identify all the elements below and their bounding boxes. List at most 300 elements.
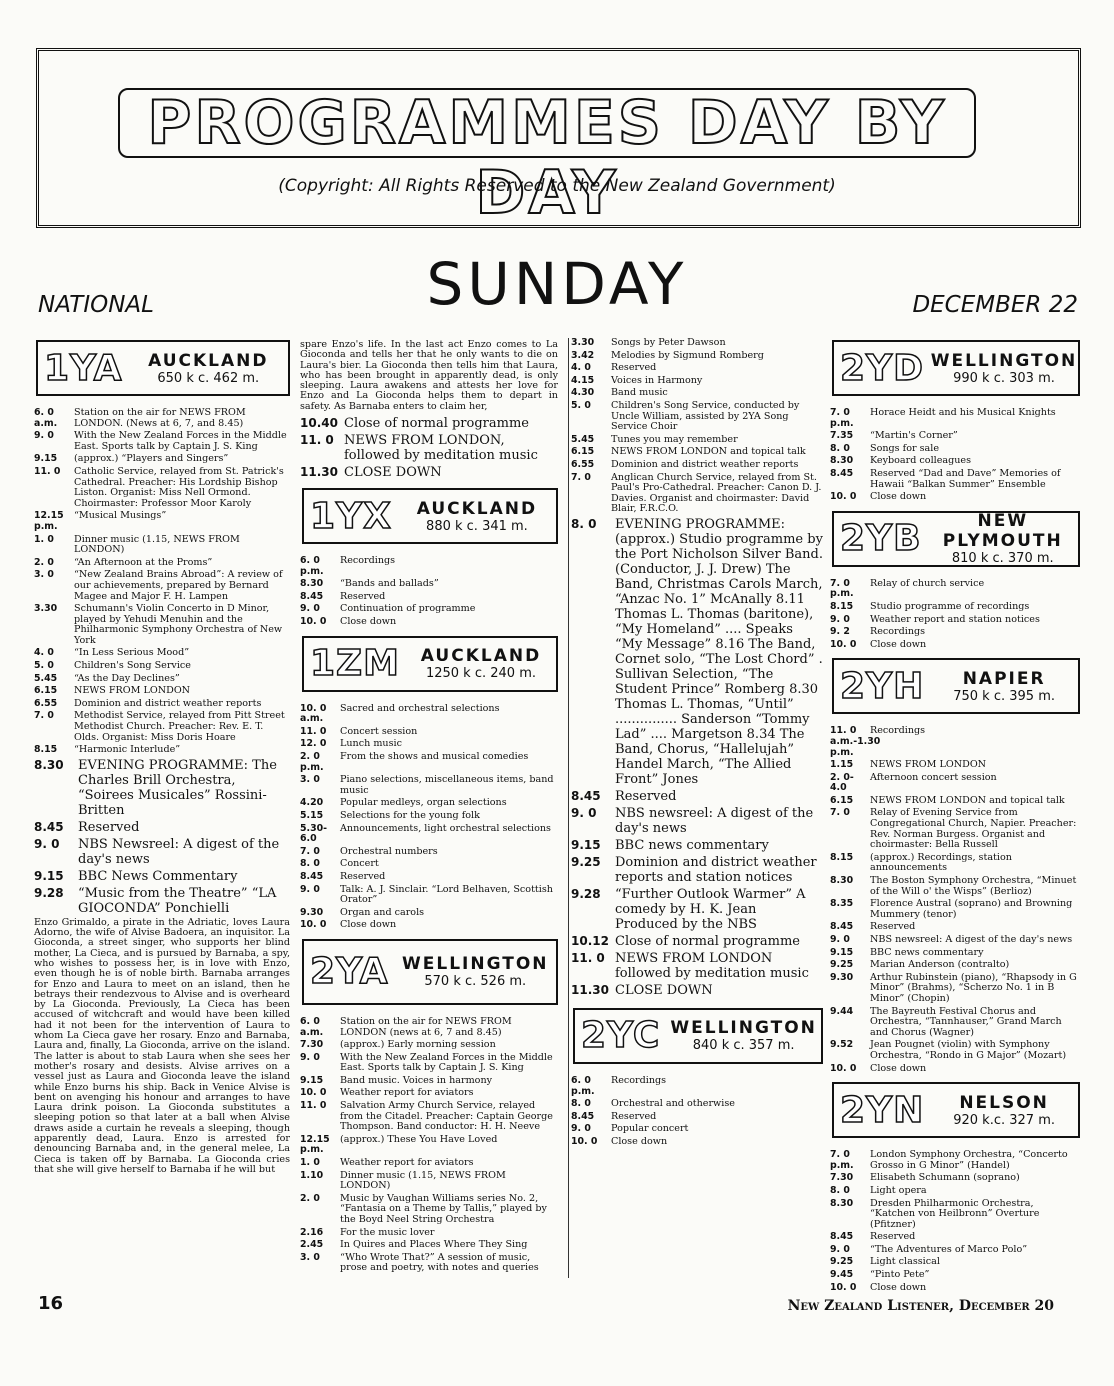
programme-row xyxy=(34,674,290,685)
programme-row xyxy=(830,456,1080,467)
programme-row xyxy=(300,1076,558,1087)
programme-time: 9.44 xyxy=(830,1005,854,1017)
programme-row xyxy=(830,1283,1080,1294)
column-4 xyxy=(830,338,1080,1295)
programme-row xyxy=(571,460,823,471)
programme-row xyxy=(300,1194,558,1226)
programme-time: 2.45 xyxy=(300,1239,324,1251)
programme-time: 11. 0 a.m.-1.30 p.m. xyxy=(830,725,881,758)
programme-title: Afternoon concert session xyxy=(870,771,997,783)
programme-time: 9.15 xyxy=(830,946,854,958)
programme-time: 6. 0 p.m. xyxy=(571,1074,595,1097)
programme-row xyxy=(300,1053,558,1074)
programme-time: 5.45 xyxy=(571,433,595,445)
programme-row xyxy=(300,811,558,822)
programme-row xyxy=(34,467,290,509)
station-city: AUCKLAND xyxy=(416,498,538,519)
programme-time: 9. 0 xyxy=(34,836,60,851)
programme-title: Marian Anderson (contralto) xyxy=(870,959,1010,971)
station-call: 1YA xyxy=(44,347,123,389)
schedule-1yx xyxy=(300,556,558,628)
programme-row xyxy=(571,1076,823,1097)
programme-title: “Pinto Pete” xyxy=(870,1269,930,1281)
programme-row xyxy=(34,699,290,710)
programme-row xyxy=(34,661,290,672)
station-city: NELSON xyxy=(959,1092,1049,1113)
programme-row xyxy=(300,872,558,883)
programme-time: 11. 0 xyxy=(300,1100,327,1112)
station-box-1ya xyxy=(36,340,290,396)
station-call: 1ZM xyxy=(310,643,400,685)
schedule-2ya-cont xyxy=(571,338,823,515)
programme-title: Station on the air for NEWS FROM LONDON. (News at 6, 7, and 8.45) xyxy=(74,407,246,429)
programme-title: With the New Zealand Forces in the Middle East. Sports talk by Captain J. S. King xyxy=(340,1051,553,1074)
programme-time: 7.30 xyxy=(830,1172,854,1184)
programme-row xyxy=(830,922,1080,933)
programme-title: “Musical Musings” xyxy=(74,510,167,522)
programme-row xyxy=(34,558,290,569)
programme-row xyxy=(34,454,290,465)
programme-time: 7. 0 xyxy=(34,710,54,722)
programme-title: “Music from the Theatre” “LA GIOCONDA” Ponchielli xyxy=(78,885,277,916)
programme-row xyxy=(300,1135,558,1156)
programme-time: 9. 0 xyxy=(571,805,597,820)
programme-title: Salvation Army Church Service, relayed from the Citadel. Preacher: Captain George Thompson. Band conductor: H. H. Neeve xyxy=(340,1100,553,1133)
programme-time: 8.30 xyxy=(830,455,854,467)
programme-title: NEWS FROM LONDON xyxy=(74,685,191,697)
programme-title: For the music lover xyxy=(340,1226,435,1238)
programme-title: Orchestral numbers xyxy=(340,845,438,857)
programme-time: 10. 0 xyxy=(300,1087,327,1099)
programme-title: Recordings xyxy=(611,1074,667,1086)
evening-2ya xyxy=(571,517,823,998)
programme-title: Children's Song Service, conducted by Uncle William, assisted by 2YA Song Service Choir xyxy=(611,399,800,433)
programme-title: “New Zealand Brains Abroad”: A review of our achievements, prepared by Bernard Magee and Major F. H. Lampen xyxy=(74,569,283,602)
programme-time: 10. 0 xyxy=(571,1135,598,1147)
programme-title: Organ and carols xyxy=(340,906,425,918)
station-freq: 570 k c. 526 m. xyxy=(424,974,527,990)
programme-time: 4. 0 xyxy=(571,362,591,374)
programme-row xyxy=(34,886,290,916)
programme-row xyxy=(830,615,1080,626)
programme-time: 9.15 xyxy=(34,453,58,465)
programme-title: Dresden Philharmonic Orchestra, “Katchen von Heilbronn” Overture (Pfitzner) xyxy=(870,1197,1040,1230)
programme-title: Reserved xyxy=(611,362,657,374)
programme-time: 10. 0 xyxy=(830,491,857,503)
programme-title: Dinner music (1.15, NEWS FROM LONDON) xyxy=(340,1169,506,1192)
programme-time: 9.25 xyxy=(571,854,601,869)
programme-time: 8. 0 xyxy=(830,442,850,454)
programme-time: 9.45 xyxy=(830,1269,854,1281)
programme-title: Reserved xyxy=(870,921,916,933)
programme-title: Reserved “Dad and Dave” Memories of Hawaii “Balkan Summer” Ensemble xyxy=(870,467,1061,490)
programme-row xyxy=(571,838,823,853)
programme-time: 8. 0 xyxy=(571,1098,591,1110)
programme-title: Melodies by Sigmund Romberg xyxy=(611,349,764,361)
programme-time: 9. 0 xyxy=(300,883,320,895)
programme-title: Reserved xyxy=(611,1110,657,1122)
programme-row xyxy=(830,1007,1080,1039)
programme-row xyxy=(830,726,1080,758)
programme-title: “Who Wrote That?” A session of music, prose and poetry, with notes and queries xyxy=(340,1251,539,1274)
programme-time: 4.30 xyxy=(571,387,595,399)
programme-title: Lunch music xyxy=(340,738,402,750)
programme-time: 5.45 xyxy=(34,672,58,684)
programme-row xyxy=(300,798,558,809)
programme-title: NEWS FROM LONDON, followed by meditation music xyxy=(344,433,538,464)
programme-title: Close of normal programme xyxy=(615,933,800,949)
programme-title: Relay of church service xyxy=(870,577,985,589)
programme-time: 8.30 xyxy=(300,578,324,590)
programme-row xyxy=(300,592,558,603)
programme-time: 2. 0 xyxy=(300,1192,320,1204)
programme-time: 9. 0 xyxy=(830,934,850,945)
programme-time: 10. 0 xyxy=(830,1281,857,1293)
station-box-1yx xyxy=(302,488,558,544)
programme-title: Reserved xyxy=(615,788,677,804)
programme-row xyxy=(34,820,290,835)
programme-row xyxy=(830,469,1080,490)
programme-time: 8.30 xyxy=(830,875,854,887)
programme-time: 1. 0 xyxy=(300,1157,320,1169)
programme-time: 10.40 xyxy=(300,416,338,431)
programme-time: 2. 0 p.m. xyxy=(300,751,324,773)
programme-time: 8.45 xyxy=(34,819,64,834)
programme-time: 9. 0 xyxy=(830,613,850,625)
programme-row xyxy=(300,1088,558,1099)
programme-time: 6.55 xyxy=(34,697,58,709)
programme-time: 3.42 xyxy=(571,349,595,361)
programme-row xyxy=(300,727,558,738)
programme-title: Continuation of programme xyxy=(340,603,476,615)
programme-title: Anglican Church Service, relayed from St. Paul's Pro-Cathedral. Preacher: Canon D. J. Davies. Organist and choirmaster: David Blair, F.R.C.O. xyxy=(611,471,822,515)
programme-title: (approx.) Early morning session xyxy=(340,1039,496,1051)
programme-title: Sacred and orchestral selections xyxy=(340,702,500,714)
programme-row xyxy=(830,1064,1080,1075)
programme-title: Weather report for aviators xyxy=(340,1157,474,1169)
programme-title: Popular concert xyxy=(611,1123,689,1135)
programme-time: 4.15 xyxy=(571,374,595,386)
programme-row xyxy=(830,948,1080,959)
programme-time: 9.25 xyxy=(830,959,854,971)
programme-time: 7. 0 p.m. xyxy=(830,1149,854,1171)
programme-row xyxy=(571,376,823,387)
programme-time: 8.30 xyxy=(34,757,64,772)
programme-time: 8. 0 xyxy=(830,1184,850,1196)
programme-row xyxy=(571,401,823,433)
programme-row xyxy=(571,338,823,349)
programme-row xyxy=(300,416,558,431)
programme-row xyxy=(571,1137,823,1148)
programme-row xyxy=(34,648,290,659)
programme-row xyxy=(300,1017,558,1038)
programme-time: 9. 0 xyxy=(34,430,54,442)
programme-title: “Bands and ballads” xyxy=(340,578,439,590)
programme-time: 3. 0 xyxy=(300,1251,320,1263)
programme-title: Dinner music (1.15, NEWS FROM LONDON) xyxy=(74,533,240,556)
programme-time: 12.15 p.m. xyxy=(300,1133,330,1156)
programme-title: In Quires and Places Where They Sing xyxy=(340,1239,528,1251)
programme-row xyxy=(571,435,823,446)
station-call: 2YB xyxy=(840,518,922,560)
programme-row xyxy=(830,808,1080,850)
publication-footer: New Zealand Listener, December 20 xyxy=(787,1298,1054,1314)
programme-title: Music by Vaughan Williams series No. 2, “Fantasia on a Theme by Tallis,” played by the Boyd Neel String Orchestra xyxy=(340,1192,547,1226)
page-number: 16 xyxy=(38,1293,64,1314)
programme-time: 10. 0 xyxy=(830,638,857,650)
programme-row xyxy=(830,935,1080,946)
programme-title: Concert xyxy=(340,858,379,870)
programme-row xyxy=(830,1150,1080,1171)
programme-title: Dominion and district weather reports and station notices xyxy=(615,854,817,885)
programme-title: CLOSE DOWN xyxy=(344,465,442,481)
programme-time: 10. 0 xyxy=(300,616,327,628)
programme-row xyxy=(571,1099,823,1110)
station-box-2yh xyxy=(832,658,1080,714)
programme-row xyxy=(830,1257,1080,1268)
programme-title: Songs by Peter Dawson xyxy=(611,337,726,348)
programme-time: 6. 0 p.m. xyxy=(300,555,324,577)
column-3 xyxy=(568,338,823,1278)
programme-time: 11.30 xyxy=(571,982,609,997)
programme-title: London Symphony Orchestra, “Concerto Grosso in G Minor” (Handel) xyxy=(870,1149,1068,1171)
programme-time: 9.28 xyxy=(571,886,601,901)
programme-title: Reserved xyxy=(78,819,140,835)
column-2 xyxy=(300,338,558,1276)
programme-title: Recordings xyxy=(870,725,926,737)
schedule-2yh xyxy=(830,726,1080,1074)
programme-time: 8.45 xyxy=(830,921,854,933)
programme-title: CLOSE DOWN xyxy=(615,982,713,998)
programme-time: 1.15 xyxy=(830,759,854,771)
programme-row xyxy=(34,711,290,743)
programme-row xyxy=(300,908,558,919)
programme-row xyxy=(830,1186,1080,1197)
programme-time: 8. 0 xyxy=(300,858,320,870)
programme-title: BBC news commentary xyxy=(615,837,769,853)
programme-title: Close of normal programme xyxy=(344,416,529,432)
programme-time: 9.15 xyxy=(571,837,601,852)
programme-row xyxy=(300,1101,558,1133)
programme-row xyxy=(300,1158,558,1169)
programme-title: (approx.) “Players and Singers” xyxy=(74,453,229,465)
station-city: NAPIER xyxy=(962,668,1046,689)
programme-time: 9.30 xyxy=(830,971,854,983)
programme-title: Catholic Service, relayed from St. Patrick's Cathedral. Preacher: His Lordship Bishop Liston. Organist: Miss Nell Ormond. Choirmaster: Professor Moor Karoly xyxy=(74,465,284,509)
programme-time: 9.52 xyxy=(830,1039,854,1051)
programme-title: Voices in Harmony xyxy=(611,374,703,386)
programme-title: Close down xyxy=(340,919,397,931)
programme-time: 9. 0 xyxy=(300,1051,320,1063)
programme-row xyxy=(830,760,1080,771)
programme-title: Orchestral and otherwise xyxy=(611,1098,735,1110)
programme-row xyxy=(830,1173,1080,1184)
programme-title: The Bayreuth Festival Chorus and Orchestra, “Tannhauser,” Grand March and Chorus (Wagner) xyxy=(870,1005,1062,1038)
station-city: NEW PLYMOUTH xyxy=(942,511,1063,552)
programme-row xyxy=(300,775,558,796)
programme-title: Children's Song Service xyxy=(74,660,191,672)
programme-row xyxy=(34,604,290,646)
programme-row xyxy=(830,1040,1080,1061)
programme-row xyxy=(830,492,1080,503)
programme-title: Relay of Evening Service from Congregational Church, Napier. Preacher: Rev. Norman Burgess. Organist and choirmaster: Bella Russell xyxy=(870,807,1077,851)
programme-title: “Further Outlook Warmer” A comedy by H. K. Jean Produced by the NBS xyxy=(615,886,806,932)
programme-row xyxy=(34,745,290,756)
station-call: 2YC xyxy=(581,1015,661,1057)
programme-time: 12.15 p.m. xyxy=(34,510,64,532)
station-box-2yn xyxy=(832,1082,1080,1138)
schedule-2yb xyxy=(830,579,1080,651)
station-call: 1YX xyxy=(310,495,392,537)
programme-row xyxy=(830,1199,1080,1231)
programme-title: “As the Day Declines” xyxy=(74,672,180,684)
programme-time: 11. 0 xyxy=(300,433,334,448)
programme-time: 9.25 xyxy=(830,1256,854,1268)
programme-title: Band music xyxy=(611,387,668,399)
station-freq: 880 k c. 341 m. xyxy=(426,518,528,534)
programme-time: 8.45 xyxy=(571,788,601,803)
programme-title: With the New Zealand Forces in the Middle East. Sports talk by Captain J. S. King xyxy=(74,430,287,452)
programme-title: Talk: A. J. Sinclair. “Lord Belhaven, Scottish Orator” xyxy=(340,883,553,906)
opera-synopsis: Enzo Grimaldo, a pirate in the Adriatic, loves Laura Adorno, the wife of Alvise Badoera, an inquisitor. La Gioconda, a street singer, who supports her blind mother, La Cieca, and is pursued by Barnaba, a spy, who wishes to possess her, is in love with Enzo, even though he is of noble birth. Barnaba arranges for Enzo and Laura to meet on an island, then he betrays their rendezvous to Alvise and is overheard by La Gioconda. Previously, La Cieca has been accused of witchcraft and would have been killed had it not been for the intervention of Laura to whom La Cieca gave her rosary. Enzo and Barnaba, Laura and, finally, La Gioconda, arrive on the island. The latter is about to stab Laura when she sees her mother's rosary and desists. Alvise arrives on a vessel just as Laura and Gioconda leave the island while Enzo burns his ship. Back in Venice Alvise is bent on avenging his honour and arranges to have Laura drink poison. La Gioconda substitutes a sleeping potion so that later at a ball when Alvise draws aside a curtain he reveals a sleeping, though apparently dead, Laura. Enzo is arrested for denouncing Barnaba and, in the general melee, La Cieca is taken off by Barnaba. La Gioconda cries that she will give herself to Barnaba if he will but xyxy=(34,916,290,1175)
programme-row xyxy=(300,739,558,750)
station-freq: 810 k c. 370 m. xyxy=(951,551,1054,567)
schedule-2yd xyxy=(830,408,1080,503)
programme-row xyxy=(571,1112,823,1123)
programme-row xyxy=(571,388,823,399)
station-call: 2YD xyxy=(840,347,924,389)
page-banner: PROGRAMMES DAY BY DAY xyxy=(147,88,947,228)
evening-1ya xyxy=(34,758,290,916)
programme-title: Keyboard colleagues xyxy=(870,455,972,467)
programme-title: Close down xyxy=(870,491,927,503)
programme-row xyxy=(571,789,823,804)
programme-title: From the shows and musical comedies xyxy=(340,751,529,763)
programme-row xyxy=(300,920,558,931)
programme-time: 7. 0 xyxy=(571,471,591,483)
programme-time: 1. 0 xyxy=(34,533,54,545)
programme-row xyxy=(830,640,1080,651)
station-box-2yc xyxy=(573,1008,823,1064)
programme-title: Tunes you may remember xyxy=(611,433,738,445)
programme-time: 11. 0 xyxy=(300,725,327,737)
programme-title: Weather report and station notices xyxy=(870,613,1040,625)
station-box-2yb xyxy=(832,511,1080,567)
programme-row xyxy=(300,1228,558,1239)
programme-title: Light opera xyxy=(870,1184,927,1196)
programme-title: NBS Newsreel: A digest of the day's news xyxy=(78,836,280,867)
programme-title: Elisabeth Schumann (soprano) xyxy=(870,1172,1020,1184)
programme-row xyxy=(571,447,823,458)
programme-title: NEWS FROM LONDON xyxy=(870,759,987,771)
programme-time: 8.15 xyxy=(34,744,58,756)
programme-title: Close down xyxy=(611,1135,668,1147)
station-freq: 650 k c. 462 m. xyxy=(157,370,260,386)
programme-time: 9. 0 xyxy=(571,1123,591,1135)
programme-title: The Boston Symphony Orchestra, “Minuet of the Will o' the Wisps” (Berlioz) xyxy=(870,875,1077,897)
programme-row xyxy=(571,517,823,787)
programme-title: EVENING PROGRAMME: (approx.) Studio programme by the Port Nicholson Silver Band. (Conductor, J. J. Drew) The Band, Christmas Carols March, “Anzac No. 1” McAnally 8.11 Thomas L. Thomas (baritone), “My Homeland” .... Speaks “My Message” 8.16 The Band, Cornet solo, “The Lost Chord” . Sullivan Selection, “The Student Prince” Romberg 8.30 Thomas L. Thomas, “Until” ............... Sanderson “Tommy Lad” .... Margetson 8.34 The Band, Chorus, “Hallelujah” Handel March, “The Allied Front” Jones xyxy=(615,516,823,787)
programme-time: 4. 0 xyxy=(34,647,54,659)
programme-title: (approx.) Recordings, station announcements xyxy=(870,851,1012,874)
schedule-2yn xyxy=(830,1150,1080,1293)
schedule-1zm xyxy=(300,704,558,931)
programme-row xyxy=(300,433,558,463)
date-label: DECEMBER 22 xyxy=(912,292,1078,318)
programme-title: Announcements, light orchestral selections xyxy=(340,822,551,834)
programme-title: “The Adventures of Marco Polo” xyxy=(870,1243,1028,1255)
programme-title: NEWS FROM LONDON and topical talk xyxy=(611,446,806,458)
programme-time: 10.12 xyxy=(571,933,609,948)
programme-time: 5. 0 xyxy=(571,399,591,411)
programme-time: 1.10 xyxy=(300,1169,324,1181)
programme-time: 11.30 xyxy=(300,465,338,480)
programme-row xyxy=(300,847,558,858)
programme-title: “Martin's Corner” xyxy=(870,430,958,442)
programme-row xyxy=(300,579,558,590)
programme-title: Selections for the young folk xyxy=(340,809,480,821)
station-city: AUCKLAND xyxy=(420,646,542,667)
programme-title: Close down xyxy=(870,638,927,650)
programme-row xyxy=(830,1270,1080,1281)
programme-time: 5.30-6.0 xyxy=(300,822,328,845)
programme-time: 2.16 xyxy=(300,1226,324,1238)
programme-time: 9. 2 xyxy=(830,626,850,638)
programme-row xyxy=(34,431,290,452)
programme-time: 6. 0 a.m. xyxy=(300,1015,324,1038)
programme-title: Recordings xyxy=(340,555,396,567)
programme-row xyxy=(830,408,1080,429)
programme-time: 8.45 xyxy=(830,1231,854,1243)
station-freq: 920 k.c. 327 m. xyxy=(953,1112,1055,1128)
programme-row xyxy=(34,758,290,818)
programme-row xyxy=(571,473,823,515)
programme-row xyxy=(571,363,823,374)
programme-time: 11. 0 xyxy=(34,465,61,477)
programme-time: 7.30 xyxy=(300,1039,324,1051)
programme-title: Studio programme of recordings xyxy=(870,600,1030,612)
programme-row xyxy=(830,444,1080,455)
programme-row xyxy=(300,1240,558,1251)
programme-row xyxy=(300,1253,558,1274)
programme-row xyxy=(571,887,823,932)
programme-row xyxy=(830,899,1080,920)
programme-time: 5. 0 xyxy=(34,660,54,672)
schedule-2ya xyxy=(300,1017,558,1274)
programme-time: 2. 0-4.0 xyxy=(830,771,854,794)
programme-title: Piano selections, miscellaneous items, band music xyxy=(340,774,554,796)
programme-time: 7. 0 p.m. xyxy=(830,577,854,600)
late-1ya xyxy=(300,416,558,480)
programme-row xyxy=(300,824,558,845)
network-label: NATIONAL xyxy=(38,292,154,318)
copyright-notice: (Copyright: All Rights Reserved to the New Zealand Government) xyxy=(278,176,836,196)
programme-row xyxy=(34,570,290,602)
programme-row xyxy=(300,617,558,628)
programme-title: Reserved xyxy=(340,590,386,602)
programme-time: 3.30 xyxy=(571,337,595,348)
programme-row xyxy=(34,869,290,884)
programme-time: 5.15 xyxy=(300,809,324,821)
station-city: AUCKLAND xyxy=(148,350,269,371)
programme-row xyxy=(571,934,823,949)
programme-time: 8.45 xyxy=(830,467,854,479)
station-box-1zm xyxy=(302,636,558,692)
programme-title: Close down xyxy=(340,616,397,628)
programme-title: BBC News Commentary xyxy=(78,868,238,884)
programme-time: 6.55 xyxy=(571,458,595,470)
programme-time: 8. 0 xyxy=(571,516,597,531)
